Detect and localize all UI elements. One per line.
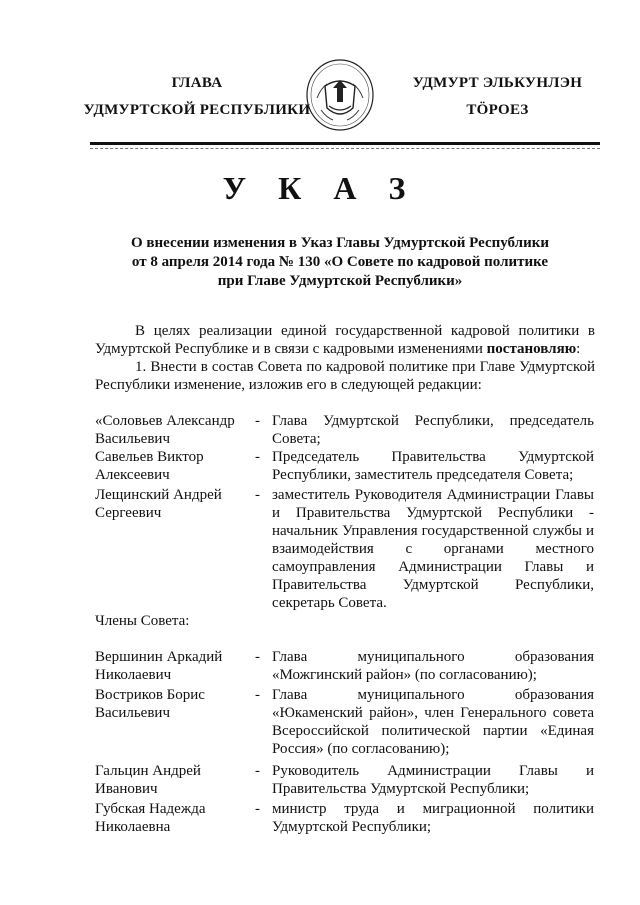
subject-line3: при Главе Удмуртской Республики» bbox=[217, 273, 463, 289]
subject-line1: О внесении изменения в Указ Главы Удмуртской Республики bbox=[130, 235, 550, 251]
preamble-end: : bbox=[576, 341, 581, 357]
member-patronymic: Иванович bbox=[95, 781, 158, 797]
header-divider-thin bbox=[90, 148, 600, 149]
preamble-decree-word: постановляю bbox=[486, 341, 577, 357]
member-role: Руководитель Администрации Главы и Правительства Удмуртской Республики; bbox=[272, 763, 594, 797]
preamble-text: В целях реализации единой государственной кадровой политики в Удмуртской Республике и в связи с кадровыми изменениями bbox=[95, 323, 595, 357]
member-patronymic: Николаевич bbox=[95, 667, 172, 683]
member-patronymic: Алексеевич bbox=[95, 467, 170, 483]
member-surname: Востриков Борис bbox=[95, 687, 205, 703]
member-role: Председатель Правительства Удмуртской Республики, заместитель председателя Совета; bbox=[272, 449, 594, 483]
member-dash: - bbox=[255, 649, 260, 665]
members-section-label: Члены Совета: bbox=[95, 613, 190, 629]
member-patronymic: Сергеевич bbox=[95, 505, 162, 521]
member-role: Глава Удмуртской Республики, председатель Совета; bbox=[272, 413, 594, 447]
member-dash: - bbox=[255, 449, 260, 465]
member-dash: - bbox=[255, 413, 260, 429]
member-dash: - bbox=[255, 763, 260, 779]
member-dash: - bbox=[255, 687, 260, 703]
document-subject bbox=[115, 234, 565, 291]
member-dash: - bbox=[255, 801, 260, 817]
clause-1-paragraph: 1. Внести в состав Совета по кадровой политике при Главе Удмуртской Республики изменение, изложив его в следующей редакции: bbox=[95, 359, 595, 393]
header-divider-thick bbox=[90, 142, 600, 145]
member-patronymic: Николаевна bbox=[95, 819, 171, 835]
issuer-ud-line1: УДМУРТ ЭЛЬКУНЛЭН bbox=[412, 75, 583, 91]
member-role: Глава муниципального образования «Юкаменский район», член Генерального совета Всероссийской политической партии «Единая Россия» (по согласованию); bbox=[272, 687, 594, 757]
issuer-russian bbox=[82, 70, 312, 124]
member-patronymic: Васильевич bbox=[95, 705, 170, 721]
issuer-ru-line1: ГЛАВА bbox=[171, 75, 223, 91]
member-surname: Лещинский Андрей bbox=[95, 487, 222, 503]
member-name bbox=[95, 800, 245, 836]
member-name bbox=[95, 686, 245, 722]
member-surname: Вершинин Аркадий bbox=[95, 649, 223, 665]
subject-line2: от 8 апреля 2014 года № 130 «О Совете по кадровой политике bbox=[131, 254, 549, 270]
member-dash: - bbox=[255, 487, 260, 503]
member-surname: Гальцин Андрей bbox=[95, 763, 201, 779]
issuer-ru-line2: УДМУРТСКОЙ РЕСПУБЛИКИ bbox=[83, 102, 311, 118]
member-name bbox=[95, 486, 245, 522]
document-title: У К А З bbox=[222, 170, 418, 206]
issuer-ud-line2: ТӦРОЕЗ bbox=[466, 102, 529, 118]
member-surname: «Соловьев Александр bbox=[95, 413, 235, 429]
member-role: министр труда и миграционной политики Удмуртской Республики; bbox=[272, 801, 594, 835]
preamble-paragraph bbox=[95, 322, 595, 358]
member-surname: Савельев Виктор bbox=[95, 449, 204, 465]
member-name bbox=[95, 412, 245, 448]
member-name bbox=[95, 762, 245, 798]
member-surname: Губская Надежда bbox=[95, 801, 206, 817]
member-role: заместитель Руководителя Администрации Главы и Правительства Удмуртской Республики - начальник Управления государственной службы и взаимодействия с органами местного самоуправления Администрации Главы и Правительства Удмуртской Республики, секретарь Совета. bbox=[272, 487, 594, 611]
issuer-udmurt bbox=[405, 70, 590, 124]
member-role: Глава муниципального образования «Можгинский район» (по согласованию); bbox=[272, 649, 594, 683]
member-name bbox=[95, 648, 245, 684]
member-patronymic: Васильевич bbox=[95, 431, 170, 447]
member-name bbox=[95, 448, 245, 484]
coat-of-arms-icon bbox=[303, 58, 377, 132]
